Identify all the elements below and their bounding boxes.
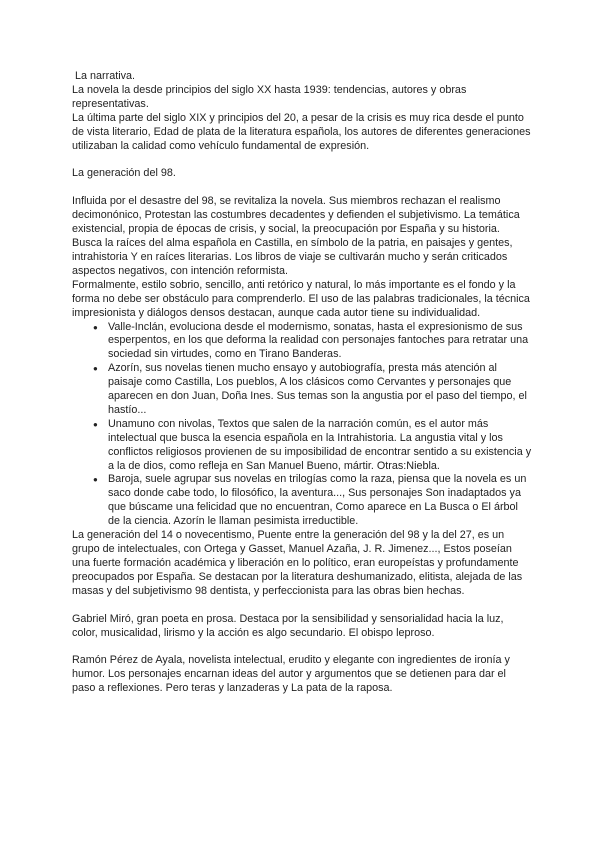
- generation-14-paragraph: La generación del 14 o novecentismo, Puente entre la generación del 98 y la del 27, es un grupo de intelectuales, con Ortega y Gasset, Manuel Azaña, J. R. Jimenez..., Estos poseían una fuerte formación académica y liberación en lo político, eran europeístas y profundamente preocupados por España. Se destacan por la literatura deshumanizado, elitista, alejada de las masas y del subjetivismo 98 dentista, y perfeccionista para las obras bien hechas.: [72, 529, 523, 597]
- spacer: [72, 640, 532, 654]
- document-body: [72, 70, 532, 696]
- section-98-paragraph-1: Influida por el desastre del 98, se revitaliza la novela. Sus miembros rechazan el realismo decimonónico, Protestan las costumbres decadentes y defienden el subjetivismo. La temática existencial, propia de épocas de crisis, y social, la preocupación por España y su historia. Busca la raíces del alma española en Castilla, en símbolo de la patria, en paisajes y gentes, intrahistoria Y en raíces literarias. Los libros de viaje se cultivarán mucho y serán criticados aspectos negativos, con intención reformista.: [72, 195, 520, 277]
- list-item-azorin: ● Azorín, sus novelas tienen mucho ensayo y autobiografía, presta más atención al paisaje como Castilla, Los pueblos, A los clásicos como Cervantes y personajes que aparecen en don Juan, Doña Ines. Sus temas son la angustia por el paso del tiempo, el hastío...: [108, 362, 532, 418]
- intro-paragraph: La última parte del siglo XIX y principios del 20, a pesar de la crisis es muy rica desde el punto de vista literario, Edad de plata de la literatura española, los autores de diferentes generaciones utilizaban la calidad como vehículo fundamental de expresión.: [72, 111, 531, 152]
- authors-98-list: [72, 321, 532, 530]
- section-98-paragraph-2: Formalmente, estilo sobrio, sencillo, anti retórico y natural, lo más importante es el fondo y la forma no debe ser obstáculo para comprenderlo. El uso de las palabras tradicionales, la técnica impresionista y diálogos densos destacan, aunque cada autor tiene su individualidad.: [72, 278, 530, 319]
- spacer: [72, 181, 532, 195]
- list-item-valle-inclan: ● Valle-Inclán, evoluciona desde el modernismo, sonatas, hasta el expresionismo de sus esperpentos, en los que deforma la realidad con personajes fantoches para retratar una sociedad sin virtudes, como en Tirano Banderas.: [108, 321, 532, 363]
- document-title: La narrativa.: [72, 70, 136, 82]
- spacer: [72, 599, 532, 613]
- list-item-baroja: ● Baroja, suele agrupar sus novelas en trilogías como la raza, piensa que la novela es un saco donde cabe todo, lo filosófico, la aventura..., Sus personajes Son inadaptados ya que búscame una felicidad que no encuentran, Como aparece en La Busca o El árbol de la ciencia. Azorín le llaman pesimista irreductible.: [108, 473, 532, 529]
- spacer: [72, 153, 532, 167]
- miro-paragraph: Gabriel Miró, gran poeta en prosa. Destaca por la sensibilidad y sensorialidad hacia la luz, color, musicalidad, lirismo y la acción es algo secundario. El obispo leproso.: [72, 612, 504, 639]
- document-subtitle: La novela la desde principios del siglo XX hasta 1939: tendencias, autores y obras representativas.: [72, 83, 467, 110]
- list-item-unamuno: ● Unamuno con nivolas, Textos que salen de la narración común, es el autor más intelectual que busca la esencia española en la Intrahistoria. La angustia vital y los conflictos religiosos provienen de su imposibilidad de encontrar sentido a su existencia y a la de dios, como refleja en San Manuel Bueno, mártir. Otras:Niebla.: [108, 418, 532, 474]
- ayala-paragraph: Ramón Pérez de Ayala, novelista intelectual, erudito y elegante con ingredientes de ironía y humor. Los personajes encarnan ideas del autor y argumentos que se detienen para dar el paso a reflexiones. Pero teras y lanzaderas y La pata de la raposa.: [72, 654, 510, 695]
- section-heading-98: La generación del 98.: [72, 167, 176, 180]
